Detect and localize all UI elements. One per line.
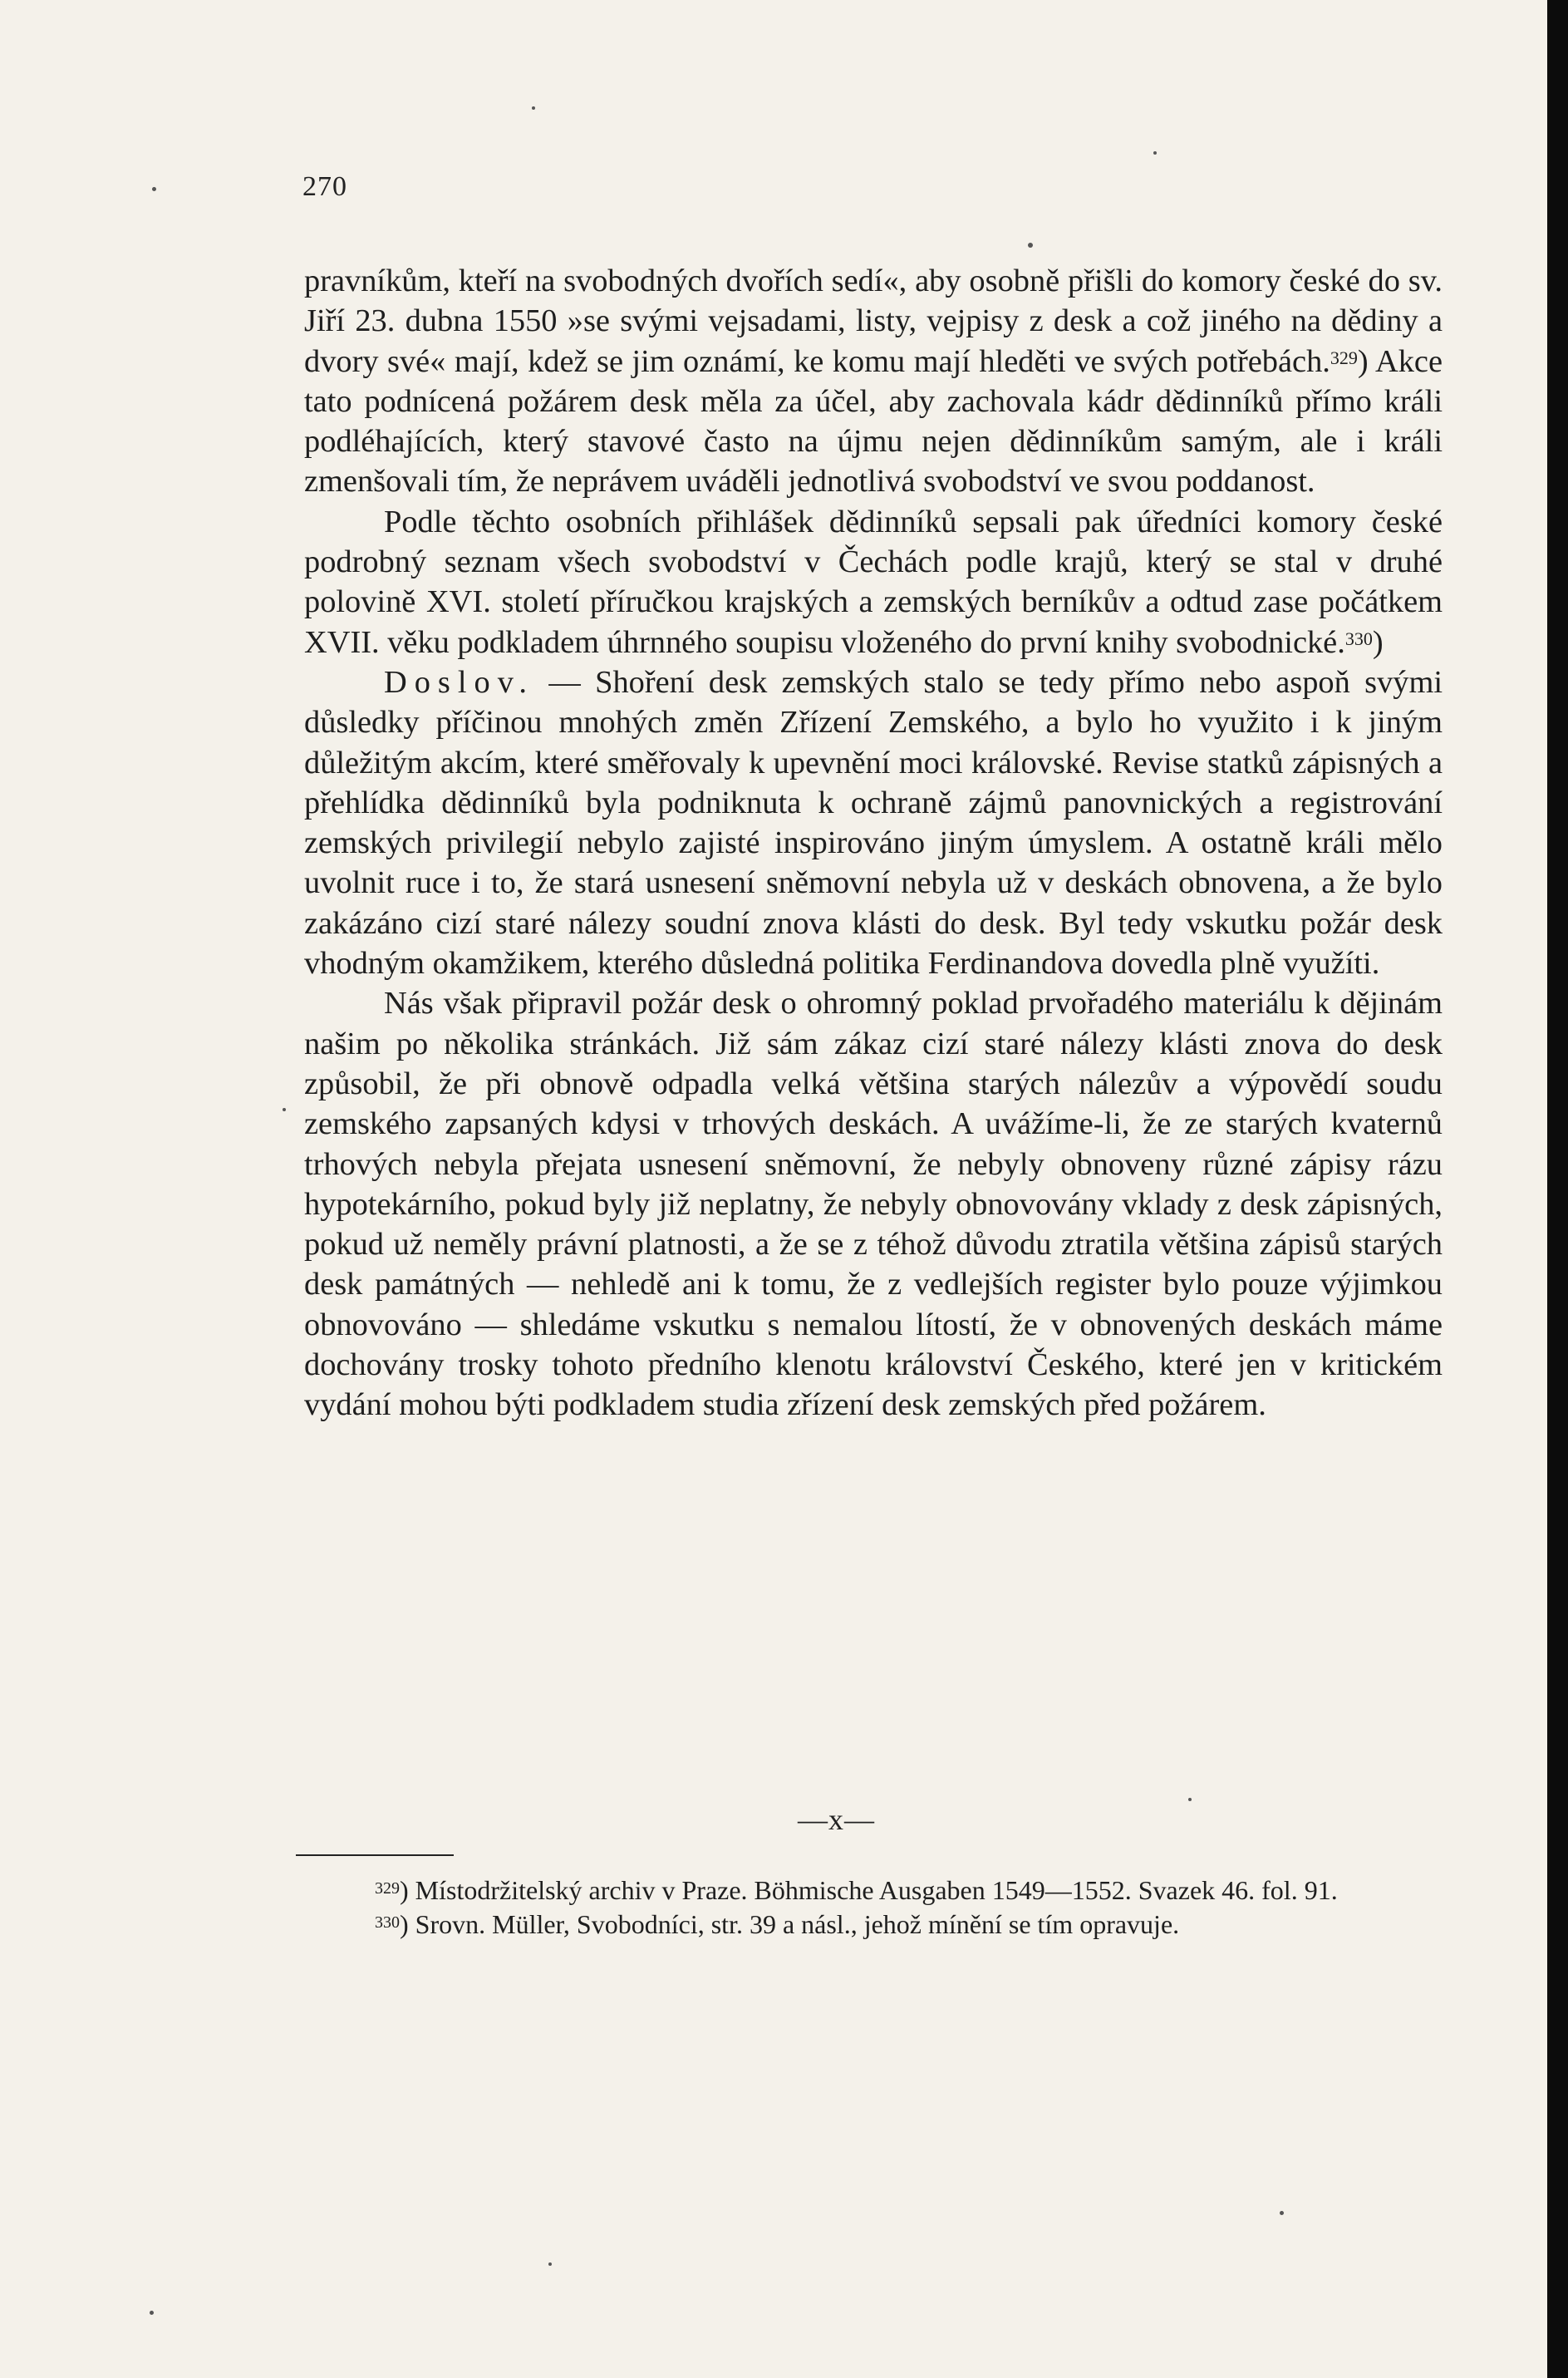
paragraph-2-text-a: Podle těchto osobních přihlášek dědinníků sepsali pak úředníci komory české podrobný seznam všech svobodství v Čechách podle krajů, který se stal v druhé polovině XVI. století příručkou krajských a zemských berníkův a odtud zase počátkem XVII. věku podkladem úhrnného soupisu vloženého do první knihy svobodnické. [304,504,1443,660]
body-text [304,261,1443,1425]
scan-speck [1280,2211,1284,2215]
footnote-ref-329: 329 [1330,347,1358,368]
scan-speck [1188,1798,1192,1801]
page-number: 270 [302,171,347,202]
footnote-329-text: ) Místodržitelský archiv v Praze. Böhmische Ausgaben 1549—1552. Svazek 46. fol. 91. [400,1875,1338,1905]
scan-speck [150,2311,154,2315]
footnote-329 [296,1873,1436,1908]
paragraph-2 [304,502,1443,662]
paragraph-4-text: Nás však připravil požár desk o ohromný poklad prvořadého materiálu k dějinám našim po několika stránkách. Již sám zákaz cizí staré nálezy klásti znova do desk způsobil, že při obnově odpadla velká většina starých nálezův a výpovědí soudu zemského zapsaných kdysi v trhových deskách. A uvážíme-li, že ze starých kvaternů trhových nebyla přejata usnesení sněmovní, že nebyly obnoveny různé zápisy rázu hypotekárního, pokud byly již neplatny, že nebyly obnovovány vklady z desk zápisných, pokud už neměly právní platnosti, a že se z téhož důvodu ztratila většina zápisů starých desk památných — nehledě ani k tomu, že z vedlejších register bylo pouze výjimkou obnovováno — shledáme vskutku s nemalou lítostí, že v obnovených deskách máme dochovány trosky tohoto předního klenotu království Českého, které jen v kritickém vydání mohou býti podkladem studia zřízení desk zemských před požárem. [304,986,1443,1423]
footnote-330-text: ) Srovn. Müller, Svobodníci, str. 39 a násl., jehož mínění se tím opravuje. [400,1909,1180,1939]
scan-speck [1153,151,1157,155]
scan-edge [1547,0,1568,2378]
paragraph-1-text-b: ) Akce tato podnícená požárem desk měla za účel, aby zachovala kádr dědinníků přímo králi podléhajících, který stavové často na újmu nejen dědinníkům samým, ale i králi zmenšovali tím, že neprávem uváděli jednotlivá svobodství ve svou poddanost. [304,343,1443,500]
section-heading-doslov: Doslov. [384,664,535,700]
paragraph-3 [304,662,1443,983]
scan-speck [548,2262,552,2266]
paragraph-4 [304,983,1443,1425]
footnote-ref-330: 330 [1344,628,1373,649]
footnote-rule [296,1854,454,1856]
footnote-329-mark: 329 [375,1879,400,1898]
scan-speck [532,106,535,110]
footnote-330 [296,1908,1436,1942]
paragraph-1 [304,261,1443,502]
footnote-330-mark: 330 [375,1913,400,1932]
section-divider: —x— [798,1803,875,1836]
footnotes [296,1873,1436,1942]
scan-speck [1028,243,1033,248]
paragraph-3-text: — Shoření desk zemských stalo se tedy přímo nebo aspoň svými důsledky příčinou mnohých změn Zřízení Zemského, a bylo ho využito i k jiným důležitým akcím, které směřovaly k upevnění moci královské. Revise statků zápisných a přehlídka dědinníků byla podniknuta k ochraně zájmů panovnických a registrování zemských privilegií nebylo zajisté inspirováno jiným úmyslem. A ostatně králi mělo uvolnit ruce i to, že stará usnesení sněmovní nebyla už v deskách obnovena, a že bylo zakázáno cizí staré nálezy soudní znova klásti do desk. Byl tedy vskutku požár desk vhodným okamžikem, kterého důsledná politika Ferdinandova dovedla plně využíti. [304,664,1443,982]
paragraph-2-text-b: ) [1372,624,1384,660]
scan-speck [283,1108,286,1111]
paragraph-1-text-a: pravníkům, kteří na svobodných dvořích sedí«, aby osobně přišli do komory české do sv. Jiří 23. dubna 1550 »se svými vejsadami, listy, vejpisy z desk a což jiného na dědiny a dvory své« mají, kdež se jim oznámí, ke komu mají hleděti ve svých potřebách. [304,263,1443,379]
scan-speck [152,187,156,191]
